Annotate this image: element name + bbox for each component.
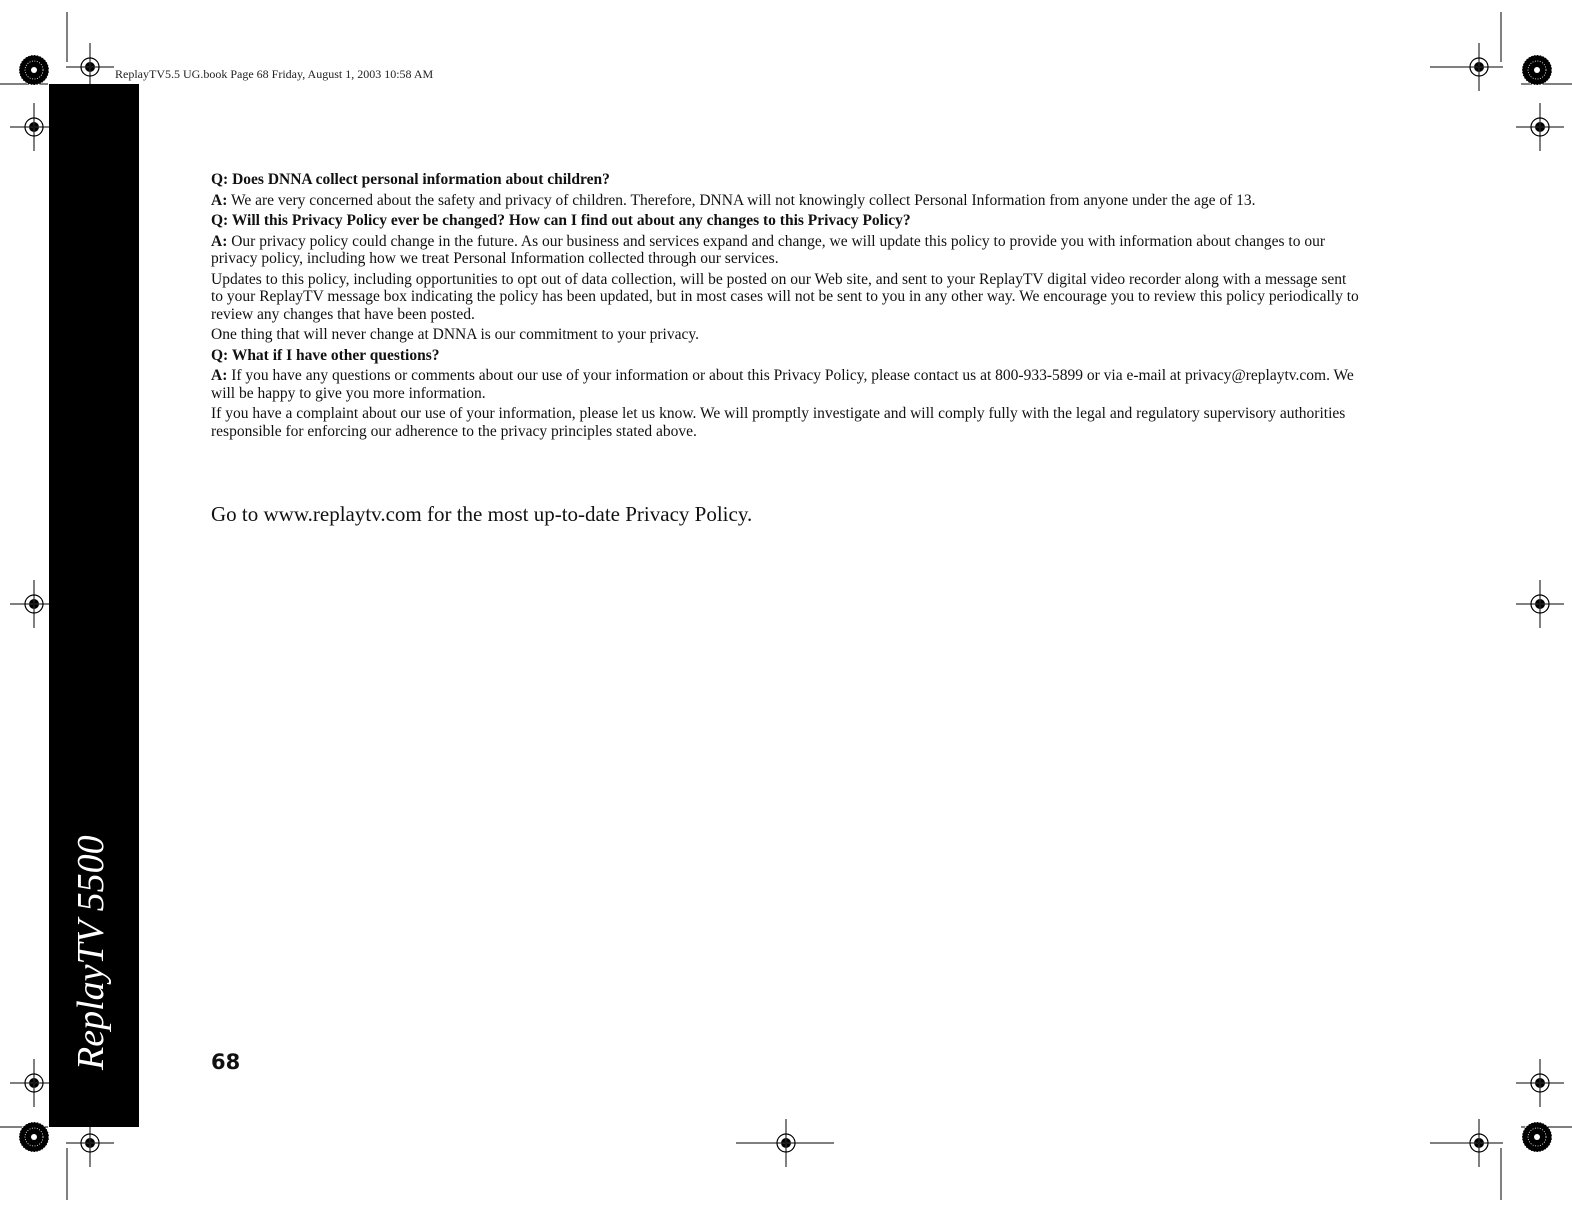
question-other: Q: What if I have other questions? <box>211 346 440 364</box>
answer-label: A: <box>211 232 228 250</box>
question-policy-changes: Q: Will this Privacy Policy ever be changed? How can I find out about any changes to this Privacy Policy? <box>211 212 911 229</box>
page-number: 68 <box>211 1050 241 1074</box>
goto-website-note: Go to www.replaytv.com for the most up-to-date Privacy Policy. <box>211 502 753 526</box>
answer-text: We are very concerned about the safety and privacy of children. Therefore, DNNA will not knowingly collect Personal Information from anyone under the age of 13. <box>227 191 1256 209</box>
paragraph-complaint: If you have a complaint about our use of your information, please let us know. We will promptly investigate and will comply fully with the legal and regulatory supervisory authorities responsible for enforcing our adherence to the privacy principles stated above. <box>211 405 1346 440</box>
answer-policy-changes <box>211 233 1361 268</box>
paragraph-updates: Updates to this policy, including opportunities to opt out of data collection, will be posted on our Web site, and sent to your ReplayTV digital video recorder along with a message sent to your ReplayTV message box indicating the policy has been updated, but in most cases will not be sent to you in any other way. We encourage you to review this policy periodically to review any changes that have been posted. <box>211 270 1359 323</box>
answer-other <box>211 367 1361 402</box>
faq-content <box>211 171 1361 443</box>
side-tab-title: ReplayTV 5500 <box>70 835 112 1070</box>
answer-text: Our privacy policy could change in the future. As our business and services expand and change, we will update this policy to provide you with information about changes to our privacy policy, including how we treat Personal Information collected through our services. <box>211 232 1326 267</box>
answer-children <box>211 192 1361 210</box>
question-children: Q: Does DNNA collect personal information about children? <box>211 171 610 188</box>
paragraph-commitment: One thing that will never change at DNNA is our commitment to your privacy. <box>211 326 699 343</box>
answer-text: If you have any questions or comments about our use of your information or about this Privacy Policy, please contact us at 800-933-5899 or via e-mail at privacy@replaytv.com. We will be happy to give you more information. <box>211 367 1354 402</box>
answer-label: A: <box>211 191 228 209</box>
answer-label: A: <box>211 367 228 384</box>
file-info-header: ReplayTV5.5 UG.book Page 68 Friday, August 1, 2003 10:58 AM <box>115 67 434 81</box>
